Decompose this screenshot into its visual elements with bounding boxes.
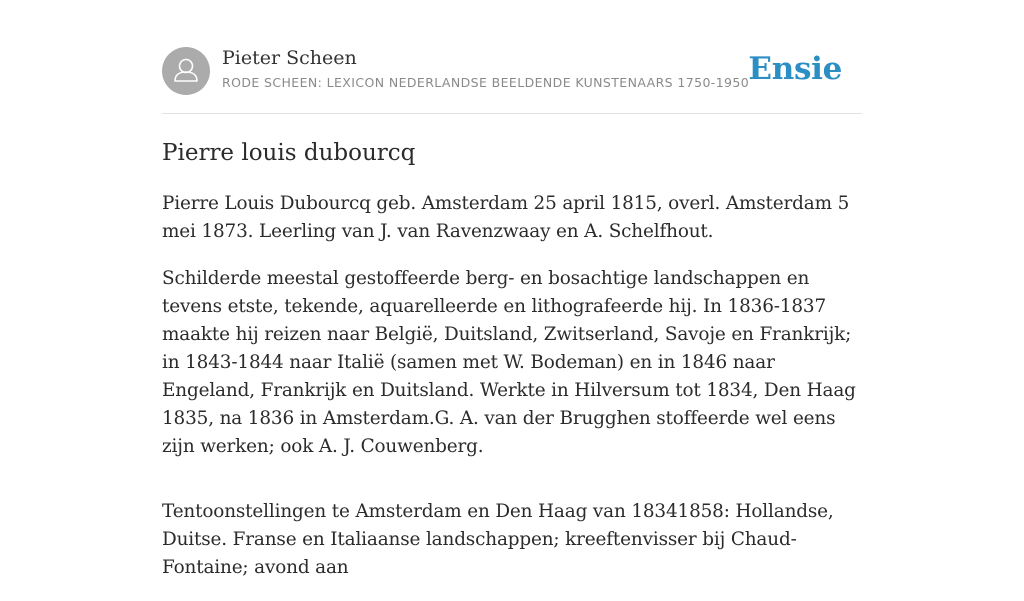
article-paragraph-3: Tentoonstellingen te Amsterdam en Den Haag van 18341858: Hollandse, Duitse. Franse en Italiaanse landschappen; kreeftenvisser bij Chaud-Fontaine; avond aan [162,501,834,578]
user-avatar-icon[interactable] [162,47,210,95]
article-body [162,190,862,601]
ensie-logo-link[interactable]: Ensie [748,51,842,87]
article-title: Pierre louis dubourcq [162,140,416,166]
article-header [162,47,862,114]
article-paragraph-1: Pierre Louis Dubourcq geb. Amsterdam 25 april 1815, overl. Amsterdam 5 mei 1873. Leerling van J. van Ravenzwaay en A. Schelfhout. [162,193,850,242]
author-name-link[interactable]: Pieter Scheen [222,47,357,69]
source-link[interactable]: RODE SCHEEN: LEXICON NEDERLANDSE BEELDENDE KUNSTENAARS 1750-1950 [222,75,750,90]
article-paragraph-2: Schilderde meestal gestoffeerde berg- en bosachtige landschappen en tevens etste, tekende, aquarelleerde en lithografeerde hij. In 1836-1837 maakte hij reizen naar België, Duitsland, Zwitserland, Savoje en Frankrijk; in 1843-1844 naar Italië (samen met W. Bodeman) en in 1846 naar Engeland, Frankrijk en Duitsland. Werkte in Hilversum tot 1834, Den Haag 1835, na 1836 in Amsterdam.G. A. van der Brugghen stoffeerde wel eens zijn werken; ook A. J. Couwenberg. [162,268,856,457]
